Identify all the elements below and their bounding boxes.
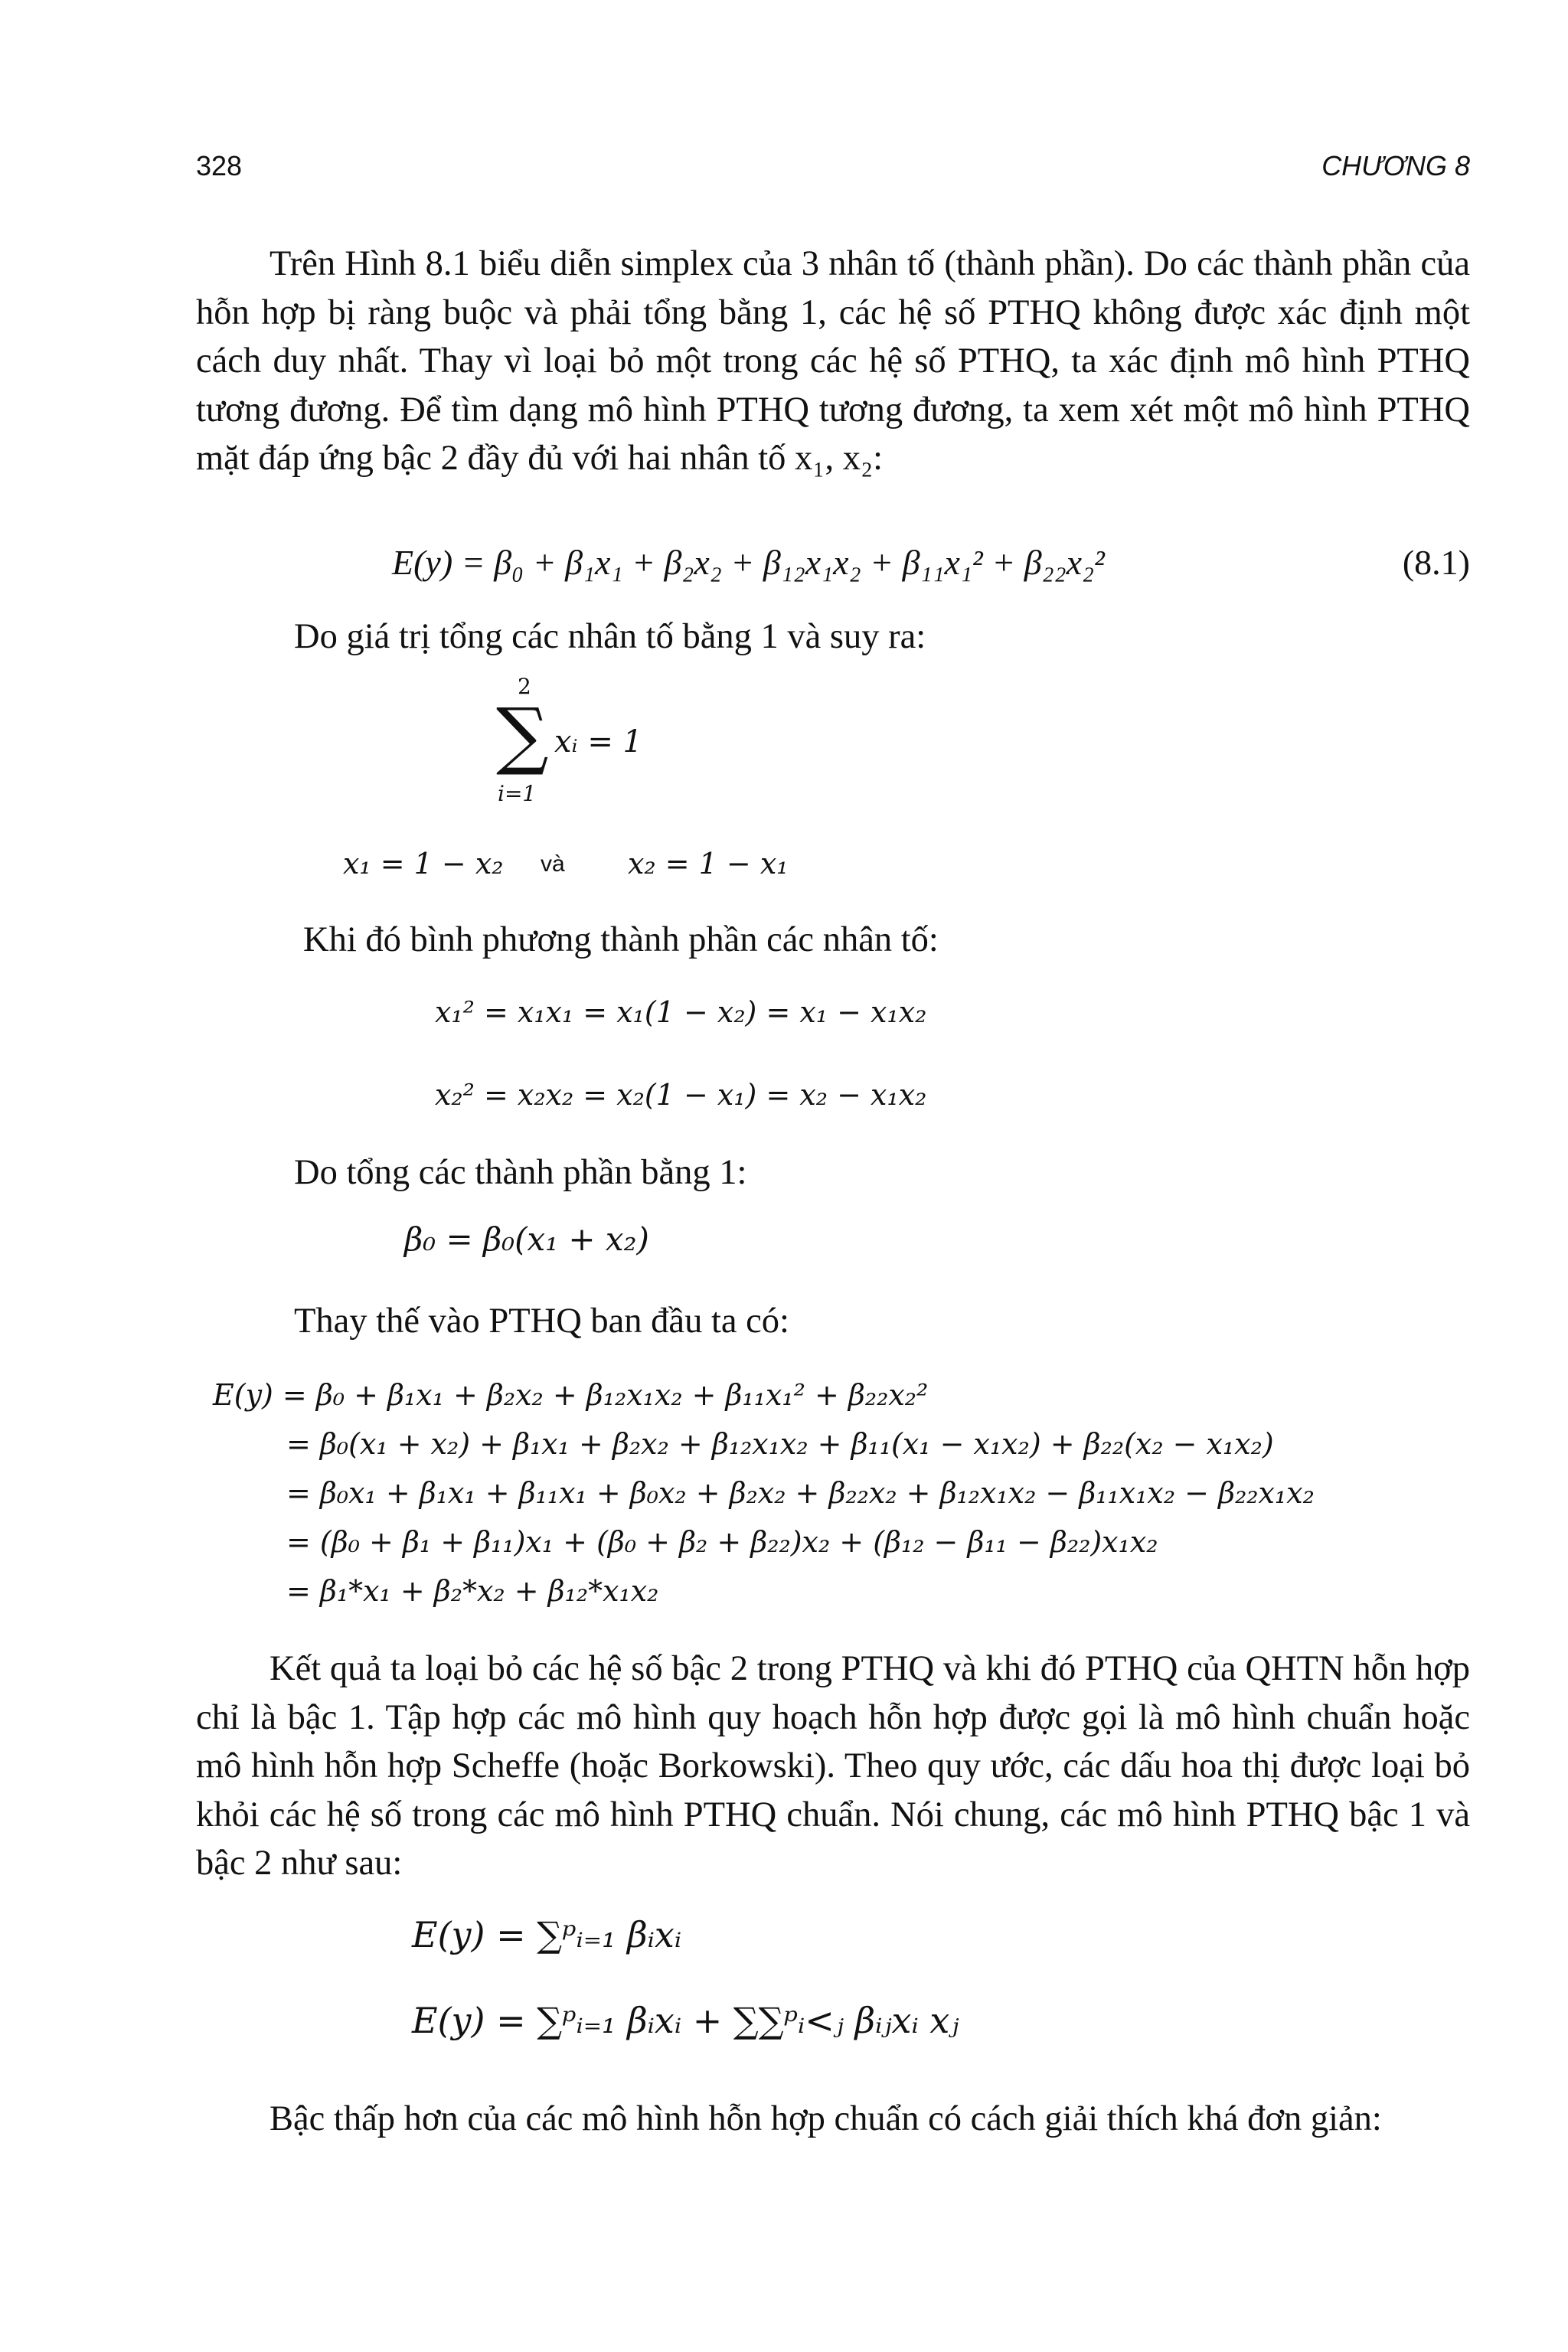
- paragraph-result: Kết quả ta loại bỏ các hệ số bậc 2 trong PTHQ và khi đó PTHQ của QHTN hỗn hợp chỉ là bậc 1. Tập hợp các mô hình quy hoạch hỗn hợp được gọi là mô hình chuẩn hoặc mô hình hỗn hợp Scheffe (hoặc Borkowski). Theo quy ước, các dấu hoa thị được loại bỏ khỏi các hệ số trong các mô hình PTHQ chuẩn. Nói chung, các mô hình PTHQ bậc 1 và bậc 2 như sau:: [196, 1649, 1470, 1883]
- paragraph-intro: Trên Hình 8.1 biểu diễn simplex của 3 nhân tố (thành phần). Do các thành phần của hỗn hợp bị ràng buộc và phải tổng bằng 1, các hệ số PTHQ không được xác định một cách duy nhất. Thay vì loại bỏ một trong các hệ số PTHQ, ta xác định mô hình PTHQ tương đương. Để tìm dạng mô hình PTHQ tương đương, ta xem xét một mô hình PTHQ mặt đáp ứng bậc 2 đầy đủ với hai nhân tố x₁, x₂:: [196, 244, 1470, 478]
- paragraph-square-note: Khi đó bình phương thành phần các nhân tố:: [303, 920, 939, 959]
- first-order-model: E(y) = ∑ᵖᵢ₌₁ βᵢxᵢ: [412, 1914, 682, 1955]
- sum-upper-limit: 2: [518, 674, 531, 699]
- equation-8-1-label: (8.1): [1402, 543, 1470, 582]
- paragraph-lower-order: Bậc thấp hơn của các mô hình hỗn hợp chuẩn có cách giải thích khá đơn giản:: [270, 2099, 1382, 2138]
- square-x1-equation: x₁² = x₁x₁ = x₁(1 − x₂) = x₁ − x₁x₂: [435, 995, 927, 1029]
- derivation-line: = β₁*x₁ + β₂*x₂ + β₁₂*x₁x₂: [286, 1574, 659, 1608]
- page-number: 328: [196, 150, 243, 181]
- second-order-model: E(y) = ∑ᵖᵢ₌₁ βᵢxᵢ + ∑∑ᵖᵢ<ⱼ βᵢⱼxᵢ xⱼ: [412, 2000, 959, 2041]
- sum-body: xᵢ = 1: [554, 724, 642, 760]
- beta0-equation: β₀ = β₀(x₁ + x₂): [404, 1220, 649, 1258]
- derivation-line: = β₀(x₁ + x₂) + β₁x₁ + β₂x₂ + β₁₂x₁x₂ + β₁₁(x₁ − x₁x₂) + β₂₂(x₂ − x₁x₂): [286, 1427, 1274, 1461]
- square-x2-equation: x₂² = x₂x₂ = x₂(1 − x₁) = x₂ − x₁x₂: [435, 1078, 927, 1112]
- derivation-line: = (β₀ + β₁ + β₁₁)x₁ + (β₀ + β₂ + β₂₂)x₂ + (β₁₂ − β₁₁ − β₂₂)x₁x₂: [286, 1525, 1158, 1559]
- equation-8-1: E(y) = β₀ + β₁x₁ + β₂x₂ + β₁₂x₁x₂ + β₁₁x₁² + β₂₂x₂²: [392, 543, 1105, 582]
- derivation-line: E(y) = β₀ + β₁x₁ + β₂x₂ + β₁₂x₁x₂ + β₁₁x₁² + β₂₂x₂²: [213, 1378, 929, 1412]
- paragraph-substitute-note: Thay thế vào PTHQ ban đầu ta có:: [294, 1302, 789, 1341]
- derivation-line: = β₀x₁ + β₁x₁ + β₁₁x₁ + β₀x₂ + β₂x₂ + β₂₂x₂ + β₁₂x₁x₂ − β₁₁x₁x₂ − β₂₂x₁x₂: [286, 1476, 1315, 1510]
- x2-relation: x₂ = 1 − x₁: [628, 847, 789, 880]
- conjunction-and: và: [541, 851, 565, 877]
- paragraph-sum-note: Do giá trị tổng các nhân tố bằng 1 và suy ra:: [294, 617, 926, 656]
- paragraph-total-note: Do tổng các thành phần bằng 1:: [294, 1153, 747, 1192]
- sum-lower-limit: i=1: [498, 781, 537, 806]
- sum-symbol: ∑: [496, 692, 549, 778]
- x1-relation: x₁ = 1 − x₂: [343, 847, 504, 880]
- chapter-title: CHƯƠNG 8: [1321, 150, 1470, 181]
